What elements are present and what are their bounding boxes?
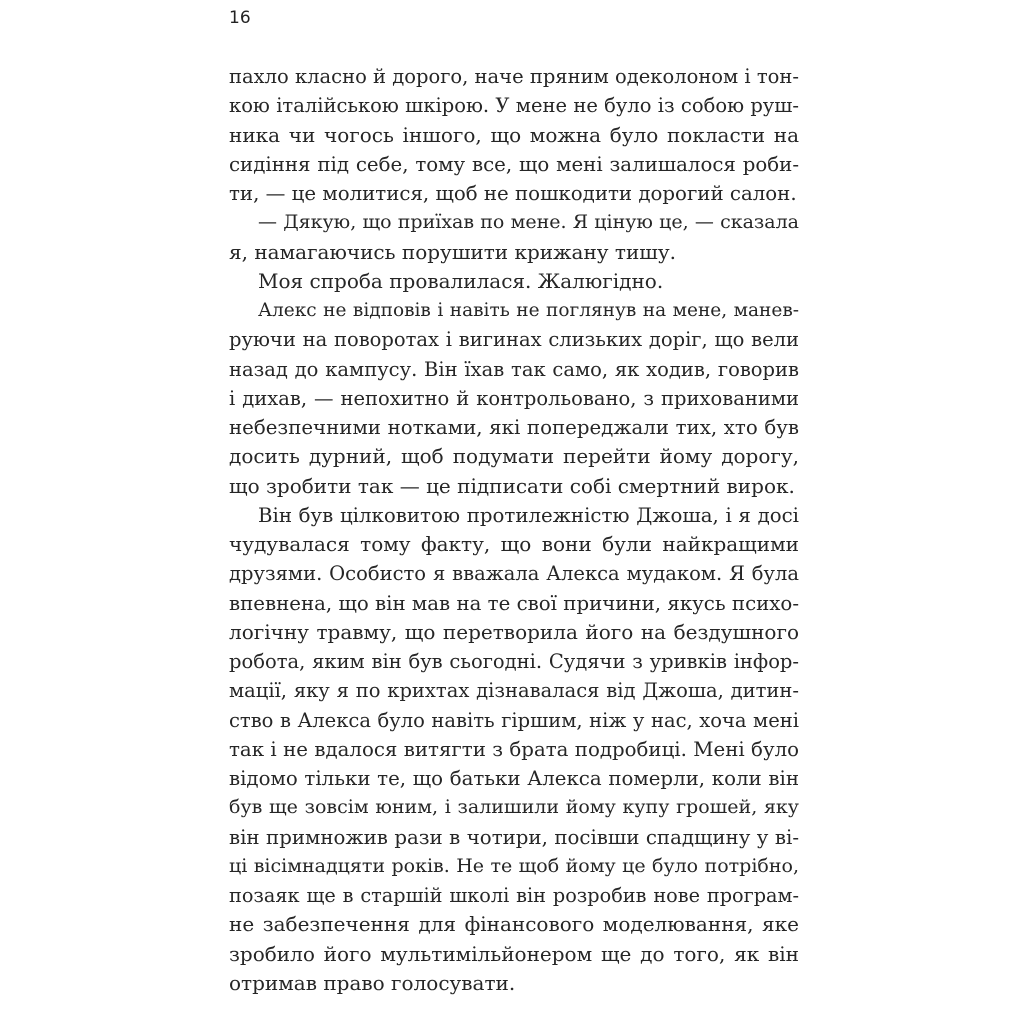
text-line: відомо тільки те, що батьки Алекса померли, коли він bbox=[229, 767, 799, 790]
text-line: отримав право голосувати. bbox=[229, 970, 516, 995]
text-line: сидіння під себе, тому все, що мені залишалося роби- bbox=[229, 152, 799, 176]
text-line: друзями. Особисто я вважала Алекса мудаком. Я була bbox=[229, 562, 799, 586]
text-line: — Дякую, що приїхав по мене. Я ціную це, — сказала bbox=[258, 211, 799, 234]
text-line: я, намагаючись порушити крижану тишу. bbox=[229, 239, 677, 264]
text-line: мації, яку я по крихтах дізнавалася від Джоша, дитин- bbox=[229, 679, 799, 703]
text-line: він примножив рази в чотири, посівши спадщину у ві- bbox=[229, 825, 799, 849]
text-line: так і не вдалося витягти з брата подробиці. Мені було bbox=[229, 737, 799, 761]
text-line: Алекс не відповів і навіть не поглянув на мене, манев- bbox=[258, 300, 799, 321]
text-line: досить дурний, щоб подумати перейти йому дорогу, bbox=[229, 444, 799, 469]
text-line: ство в Алекса було навіть гіршим, ніж у нас, хоча мені bbox=[229, 708, 799, 732]
text-line: і дихав, — непохитно й контрольовано, з прихованими bbox=[229, 386, 799, 410]
text-line: логічну травму, що перетворила його на бездушного bbox=[229, 619, 799, 644]
body-text bbox=[229, 62, 799, 998]
text-line: кою італійською шкірою. У мене не було із собою руш- bbox=[229, 94, 799, 118]
text-line: чудувалася тому факту, що вони були найкращими bbox=[229, 532, 799, 556]
text-line: ника чи чогось іншого, що можна було покласти на bbox=[229, 122, 799, 147]
text-line: пахло класно й дорого, наче пряним одеколоном і тон- bbox=[229, 65, 799, 88]
text-line: не забезпечення для фінансового моделювання, яке bbox=[229, 912, 799, 937]
text-line: робота, яким він був сьогодні. Судячи з уривків інфор- bbox=[229, 650, 799, 673]
text-line: небезпечними нотками, які попереджали тих, хто був bbox=[229, 416, 799, 439]
page-number: 16 bbox=[229, 8, 251, 28]
text-line: Моя спроба провалилася. Жалюгідно. bbox=[258, 268, 664, 293]
text-line: що зробити так — це підписати собі смертний вирок. bbox=[229, 473, 795, 498]
text-line: руючи на поворотах і вигинах слизьких доріг, що вели bbox=[229, 328, 799, 352]
text-line: ці вісімнадцяти років. Не те щоб йому це було потрібно, bbox=[229, 854, 799, 877]
text-line: позаяк ще в старшій школі він розробив нове програм- bbox=[229, 884, 799, 907]
text-line: впевнена, що він мав на те свої причини, якусь психо- bbox=[229, 591, 799, 615]
text-line: Він був цілковитою протилежністю Джоша, і я досі bbox=[258, 503, 799, 527]
text-line: ти, — це молитися, щоб не пошкодити дорогий салон. bbox=[229, 182, 797, 205]
text-line: був ще зовсім юним, і залишили йому купу грошей, яку bbox=[229, 796, 799, 819]
text-line: назад до кампусу. Він їхав так само, як ходив, говорив bbox=[229, 357, 799, 381]
text-line: зробило його мультимільйонером ще до того, як він bbox=[229, 941, 799, 966]
